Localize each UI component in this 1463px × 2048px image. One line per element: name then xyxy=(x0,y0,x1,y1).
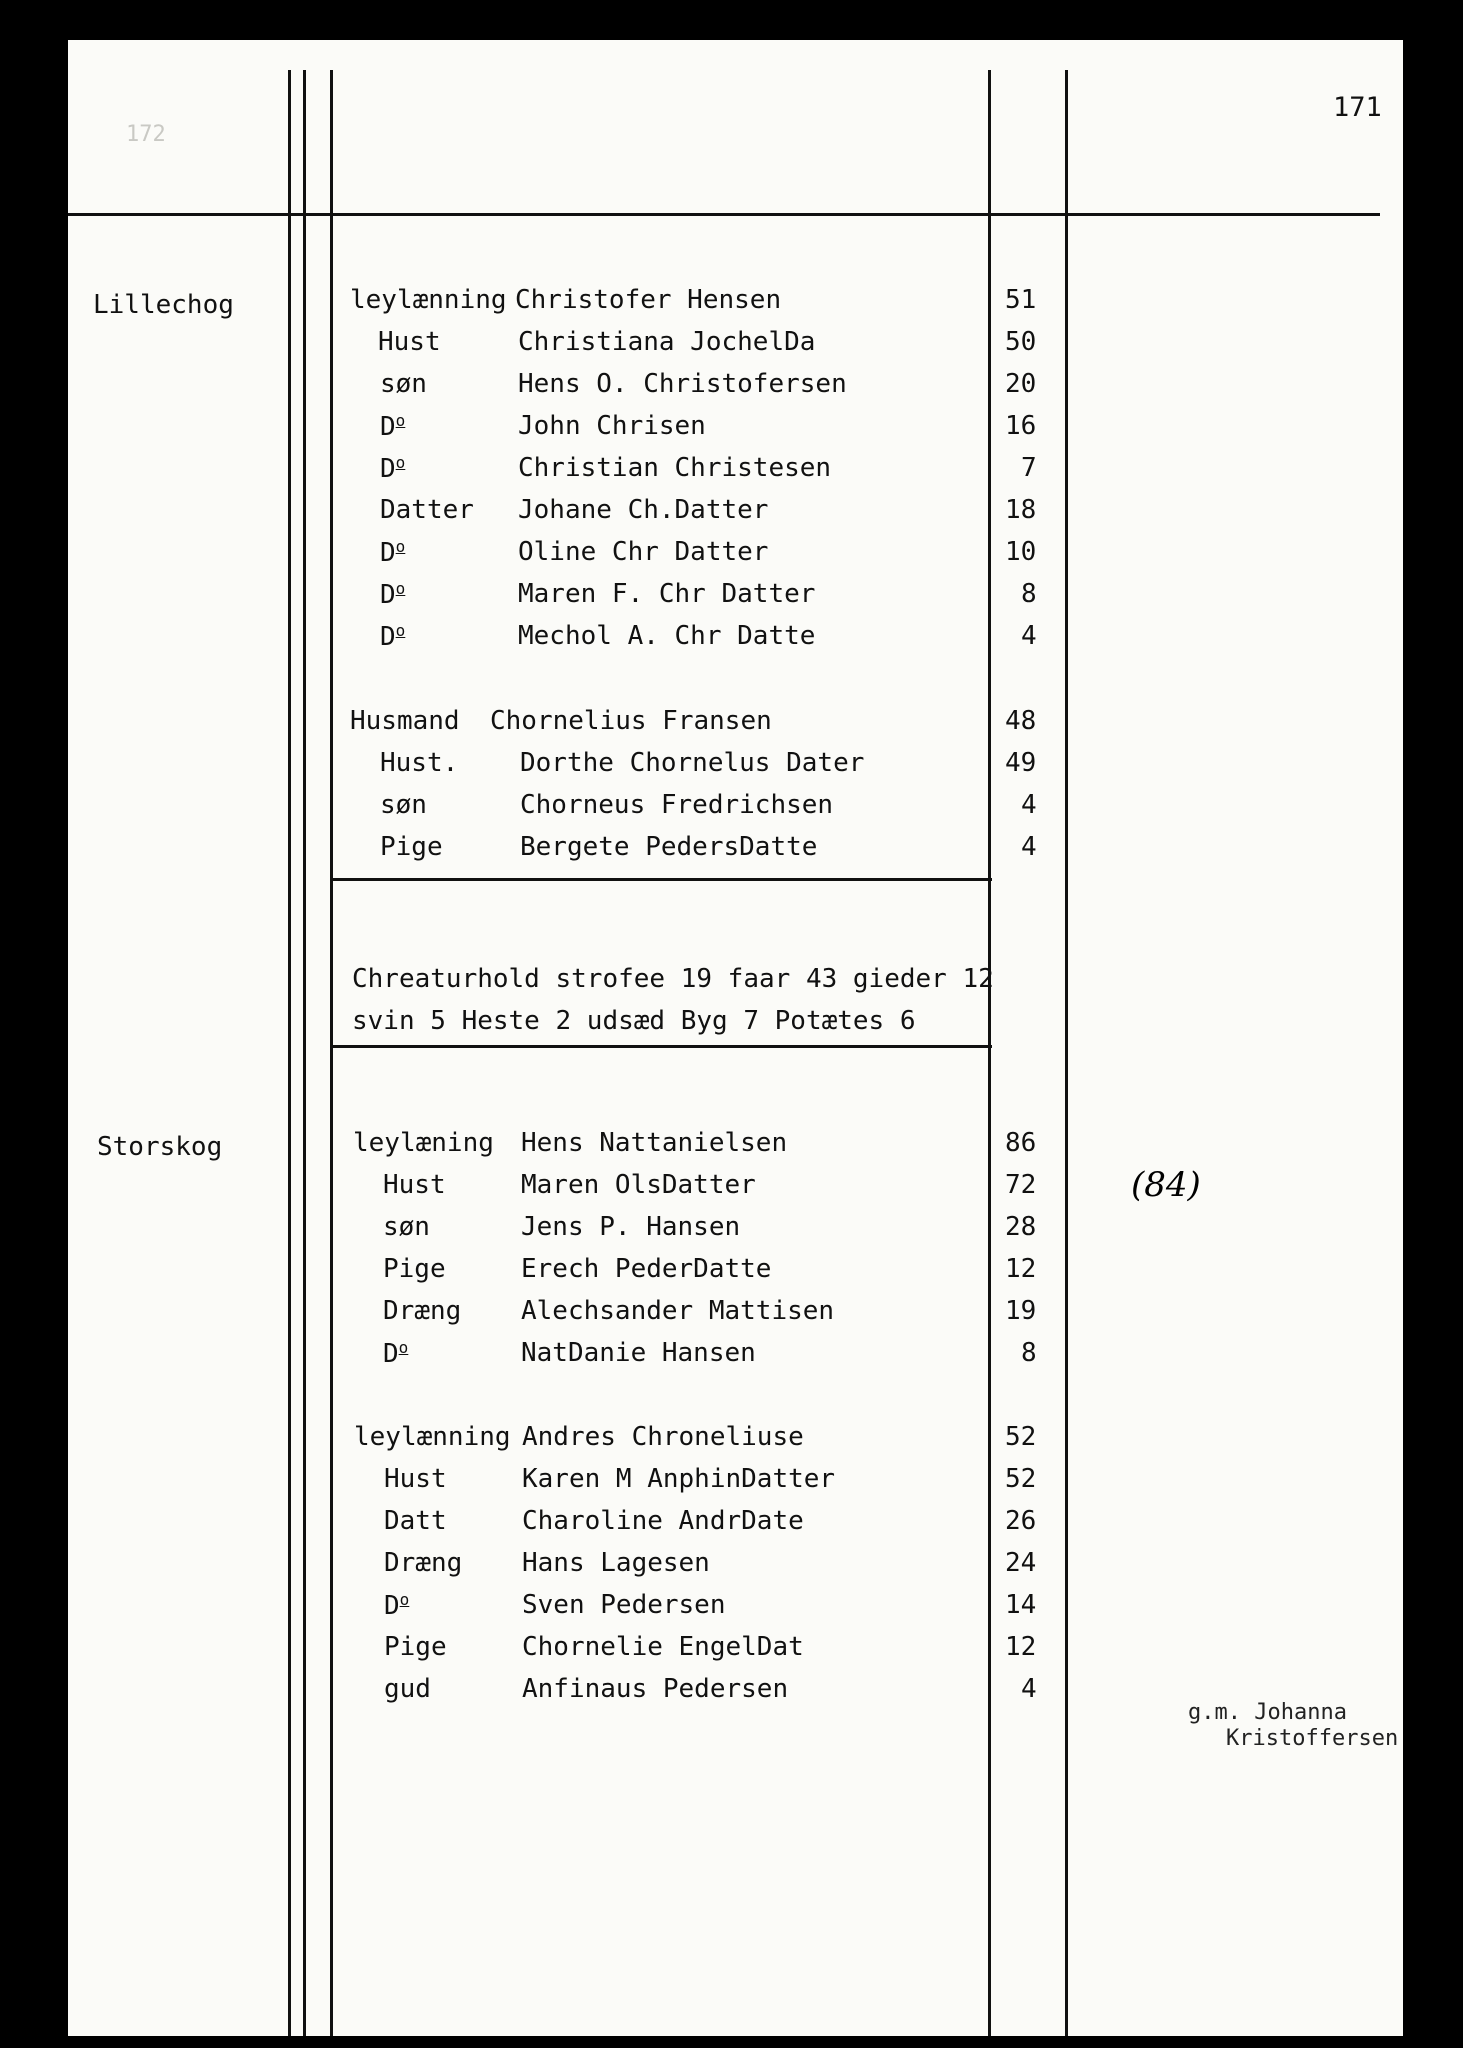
person-row xyxy=(350,369,1130,409)
top-rule xyxy=(68,213,1380,216)
role-cell: søn xyxy=(383,1212,430,1242)
person-row xyxy=(354,1422,1134,1462)
person-row xyxy=(353,1254,1133,1294)
role-cell xyxy=(380,411,405,442)
role-superscript: o xyxy=(395,621,406,640)
age-cell: 28 xyxy=(1005,1212,1037,1242)
livestock-box-bottom xyxy=(330,1045,992,1048)
age-cell: 49 xyxy=(1005,748,1037,778)
livestock-box-top xyxy=(330,878,992,881)
name-cell: Dorthe Chornelus Dater xyxy=(520,748,865,778)
age-cell: 19 xyxy=(1005,1296,1037,1326)
person-row xyxy=(350,621,1130,661)
role-superscript: o xyxy=(399,1590,410,1609)
role-abbrev: D xyxy=(380,580,396,610)
role-cell: leylæning xyxy=(353,1128,494,1158)
left-column-rule-inner xyxy=(303,70,306,2036)
margin-note xyxy=(1188,1700,1398,1752)
role-cell xyxy=(380,453,405,484)
age-cell: 18 xyxy=(1005,495,1037,525)
name-cell: Chornelius Fransen xyxy=(490,706,772,736)
role-cell: leylænning xyxy=(350,285,507,315)
role-cell: Hust xyxy=(378,327,441,357)
person-row xyxy=(350,748,1130,788)
names-column-rule xyxy=(330,70,333,2036)
age-cell: 16 xyxy=(1005,411,1037,441)
person-row xyxy=(350,411,1130,451)
name-cell: Hens O. Christofersen xyxy=(518,369,847,399)
age-cell: 24 xyxy=(1005,1548,1037,1578)
person-row xyxy=(350,327,1130,367)
role-cell: Pige xyxy=(380,832,443,862)
role-abbrev: D xyxy=(383,1339,399,1369)
age-cell: 20 xyxy=(1005,369,1037,399)
name-cell: John Chrisen xyxy=(518,411,706,441)
person-row xyxy=(354,1464,1134,1504)
name-cell: Maren OlsDatter xyxy=(521,1170,756,1200)
age-cell: 48 xyxy=(1005,706,1037,736)
age-cell: 4 xyxy=(1021,1674,1037,1704)
age-cell: 14 xyxy=(1005,1590,1037,1620)
left-column-rule xyxy=(288,70,291,2036)
age-cell: 72 xyxy=(1005,1170,1037,1200)
role-superscript: o xyxy=(398,1338,409,1357)
role-cell: Datter xyxy=(380,495,474,525)
role-cell xyxy=(384,1590,409,1621)
role-cell: Pige xyxy=(383,1254,446,1284)
age-cell: 12 xyxy=(1005,1632,1037,1662)
age-cell: 26 xyxy=(1005,1506,1037,1536)
name-cell: NatDanie Hansen xyxy=(521,1338,756,1368)
livestock-summary: Chreaturhold strofee 19 faar 43 gieder 12 svin 5 Heste 2 udsæd Byg 7 Potætes 6 xyxy=(352,964,994,1036)
age-cell: 50 xyxy=(1005,327,1037,357)
person-row xyxy=(350,706,1130,746)
place-name: Storskog xyxy=(97,1132,223,1162)
role-cell: Datt xyxy=(384,1506,447,1536)
role-cell: Dræng xyxy=(384,1548,463,1578)
person-row xyxy=(353,1128,1133,1168)
role-cell: Hust. xyxy=(380,748,459,778)
name-cell: Andres Chroneliuse xyxy=(522,1422,804,1452)
role-cell: søn xyxy=(380,369,427,399)
role-cell xyxy=(380,537,405,568)
person-row xyxy=(354,1632,1134,1672)
place-name: Lillechog xyxy=(93,290,234,320)
person-row xyxy=(350,537,1130,577)
name-cell: Johane Ch.Datter xyxy=(518,495,769,525)
name-cell: Hens Nattanielsen xyxy=(521,1128,788,1158)
role-cell: Pige xyxy=(384,1632,447,1662)
role-superscript: o xyxy=(395,579,406,598)
age-cell: 51 xyxy=(1005,285,1037,315)
age-cell: 4 xyxy=(1021,790,1037,820)
person-row xyxy=(350,790,1130,830)
role-abbrev: D xyxy=(380,454,396,484)
name-cell: Alechsander Mattisen xyxy=(521,1296,835,1326)
name-cell: Bergete PedersDatte xyxy=(520,832,818,862)
role-abbrev: D xyxy=(384,1591,400,1621)
person-row xyxy=(354,1590,1134,1630)
person-row xyxy=(350,495,1130,535)
role-cell: Hust xyxy=(384,1464,447,1494)
age-cell: 4 xyxy=(1021,832,1037,862)
name-cell: Christiana JochelDa xyxy=(518,327,816,357)
name-cell: Jens P. Hansen xyxy=(521,1212,741,1242)
person-row xyxy=(350,579,1130,619)
margin-number-annotation: (84) xyxy=(1131,1165,1201,1205)
census-page xyxy=(68,40,1403,2036)
age-cell: 10 xyxy=(1005,537,1037,567)
name-cell: Anfinaus Pedersen xyxy=(522,1674,789,1704)
role-superscript: o xyxy=(395,537,406,556)
name-cell: Chorneus Fredrichsen xyxy=(520,790,834,820)
role-abbrev: D xyxy=(380,538,396,568)
name-cell: Karen M AnphinDatter xyxy=(522,1464,836,1494)
person-row xyxy=(350,285,1130,325)
margin-note-line: g.m. Johanna xyxy=(1188,1700,1347,1725)
ghost-page-number: 172 xyxy=(126,122,166,147)
person-row xyxy=(353,1296,1133,1336)
name-cell: Charoline AndrDate xyxy=(522,1506,804,1536)
role-cell xyxy=(380,579,405,610)
age-cell: 52 xyxy=(1005,1464,1037,1494)
name-cell: Christian Christesen xyxy=(518,453,832,483)
age-cell: 7 xyxy=(1021,453,1037,483)
age-cell: 4 xyxy=(1021,621,1037,651)
name-cell: Oline Chr Datter xyxy=(518,537,769,567)
age-cell: 12 xyxy=(1005,1254,1037,1284)
person-row xyxy=(350,832,1130,872)
page-number: 171 xyxy=(1333,92,1382,123)
role-superscript: o xyxy=(395,453,406,472)
name-cell: Christofer Hensen xyxy=(515,285,782,315)
role-cell: Hust xyxy=(383,1170,446,1200)
role-abbrev: D xyxy=(380,412,396,442)
age-cell: 8 xyxy=(1021,579,1037,609)
role-cell xyxy=(380,621,405,652)
person-row xyxy=(354,1506,1134,1546)
role-cell: gud xyxy=(384,1674,431,1704)
person-row xyxy=(354,1674,1134,1714)
name-cell: Chornelie EngelDat xyxy=(522,1632,804,1662)
margin-note-line: Kristoffersen xyxy=(1226,1726,1399,1751)
person-row xyxy=(353,1212,1133,1252)
role-cell: Dræng xyxy=(383,1296,462,1326)
name-cell: Hans Lagesen xyxy=(522,1548,710,1578)
name-cell: Sven Pedersen xyxy=(522,1590,726,1620)
name-cell: Erech PederDatte xyxy=(521,1254,772,1284)
name-cell: Maren F. Chr Datter xyxy=(518,579,816,609)
age-cell: 52 xyxy=(1005,1422,1037,1452)
role-superscript: o xyxy=(395,411,406,430)
name-cell: Mechol A. Chr Datte xyxy=(518,621,816,651)
person-row xyxy=(354,1548,1134,1588)
role-cell xyxy=(383,1338,408,1369)
role-cell: Husmand xyxy=(350,706,460,736)
role-cell: søn xyxy=(380,790,427,820)
person-row xyxy=(350,453,1130,493)
person-row xyxy=(353,1338,1133,1378)
person-row xyxy=(353,1170,1133,1210)
age-cell: 8 xyxy=(1021,1338,1037,1368)
role-abbrev: D xyxy=(380,622,396,652)
role-cell: leylænning xyxy=(354,1422,511,1452)
age-cell: 86 xyxy=(1005,1128,1037,1158)
